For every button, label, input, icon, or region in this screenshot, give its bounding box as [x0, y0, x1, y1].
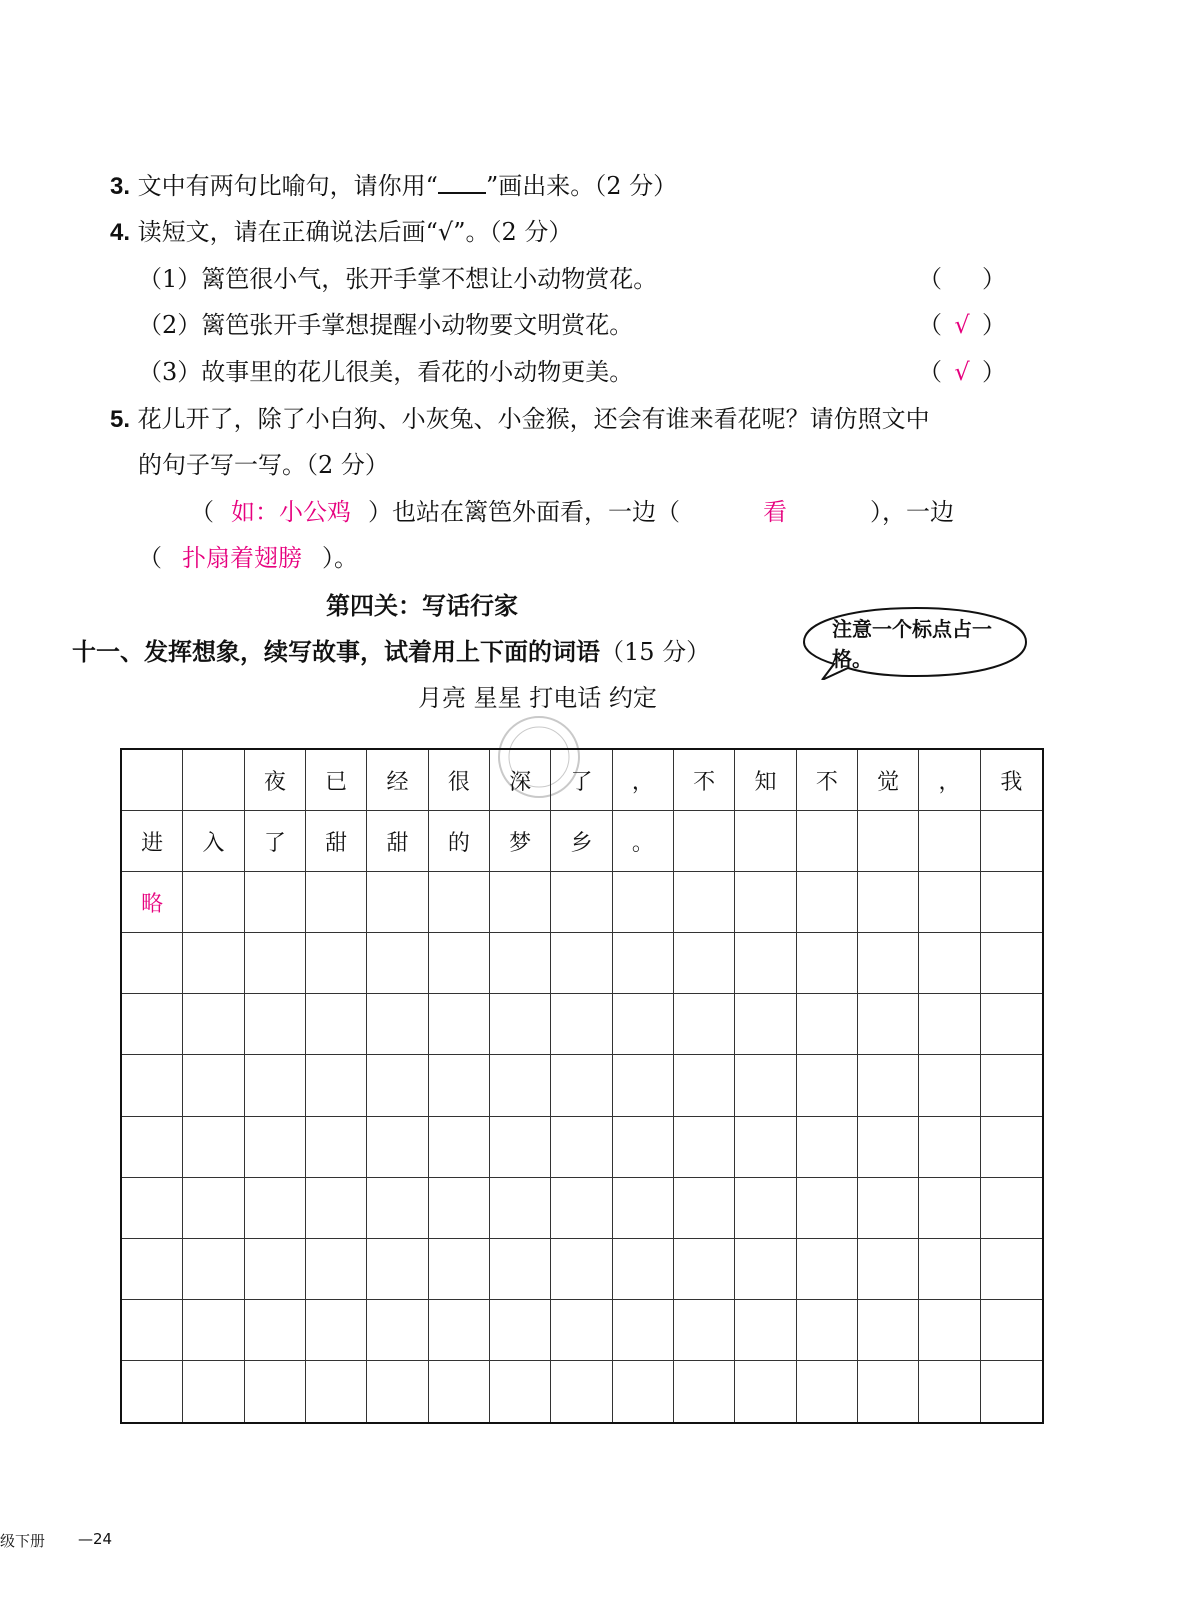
question-text-end: ”画出来。（2 分）	[485, 172, 678, 200]
grid-cell[interactable]	[797, 872, 858, 933]
grid-cell[interactable]	[429, 1300, 490, 1361]
fill-sentence-line2: （ 扑扇着翅膀 ）。	[138, 544, 358, 572]
grid-cell[interactable]	[674, 1117, 735, 1178]
grid-cell[interactable]	[306, 933, 367, 994]
grid-cell[interactable]	[919, 1239, 980, 1300]
grid-cell[interactable]: ，	[919, 750, 980, 811]
grid-cell[interactable]: 略	[122, 872, 183, 933]
grid-cell[interactable]	[122, 1361, 183, 1422]
grid-cell[interactable]	[551, 994, 612, 1055]
grid-cell[interactable]	[367, 933, 428, 994]
grid-cell[interactable]	[613, 933, 674, 994]
grid-cell[interactable]	[735, 1178, 796, 1239]
grid-cell[interactable]: 梦	[490, 811, 551, 872]
question-text: 读短文，请在正确说法后画“√”。（2 分）	[137, 218, 573, 246]
grid-cell[interactable]	[183, 1055, 244, 1116]
grid-cell[interactable]	[858, 1239, 919, 1300]
grid-cell[interactable]	[183, 1117, 244, 1178]
grid-cell[interactable]	[674, 994, 735, 1055]
grid-cell[interactable]	[551, 1239, 612, 1300]
grid-cell[interactable]	[183, 872, 244, 933]
grid-cell[interactable]	[245, 933, 306, 994]
answer-check-2: √	[954, 311, 970, 339]
footer-book: 级下册	[0, 1532, 46, 1550]
grid-cell[interactable]	[858, 994, 919, 1055]
grid-cell[interactable]	[613, 1300, 674, 1361]
grid-cell[interactable]	[245, 1117, 306, 1178]
grid-cell[interactable]	[551, 1178, 612, 1239]
answer-check-3: √	[954, 358, 970, 386]
grid-cell[interactable]	[797, 933, 858, 994]
grid-cell[interactable]: ，	[613, 750, 674, 811]
writing-grid[interactable]	[120, 748, 1044, 1424]
grid-cell[interactable]	[919, 933, 980, 994]
answer-paren-3[interactable]: （ √ ）	[918, 358, 1006, 386]
grid-cell[interactable]	[735, 994, 796, 1055]
grid-cell[interactable]	[797, 1117, 858, 1178]
grid-cell[interactable]	[674, 872, 735, 933]
grid-cell[interactable]	[490, 1055, 551, 1116]
grid-cell[interactable]	[306, 1300, 367, 1361]
grid-cell[interactable]	[797, 1239, 858, 1300]
grid-cell[interactable]: 经	[367, 750, 428, 811]
grid-cell[interactable]	[919, 1117, 980, 1178]
page-number: —24	[78, 1530, 113, 1548]
answer-paren-1[interactable]: （ ）	[918, 265, 1006, 293]
question-4-item-1: （1）篱笆很小气，张开手掌不想让小动物赏花。	[138, 265, 658, 293]
grid-cell[interactable]	[735, 1055, 796, 1116]
grid-cell[interactable]	[919, 1055, 980, 1116]
grid-cell[interactable]	[183, 1239, 244, 1300]
grid-cell[interactable]	[797, 811, 858, 872]
grid-cell[interactable]	[858, 1117, 919, 1178]
grid-cell[interactable]	[183, 750, 244, 811]
grid-cell[interactable]	[490, 1361, 551, 1422]
grid-cell[interactable]: 乡	[551, 811, 612, 872]
grid-cell[interactable]	[613, 1239, 674, 1300]
grid-cell[interactable]	[735, 1300, 796, 1361]
grid-cell[interactable]	[306, 1117, 367, 1178]
grid-cell[interactable]	[919, 811, 980, 872]
grid-cell[interactable]: 我	[981, 750, 1042, 811]
grid-cell[interactable]	[613, 1117, 674, 1178]
grid-cell[interactable]	[858, 872, 919, 933]
question-3	[110, 170, 677, 203]
grid-cell[interactable]: 进	[122, 811, 183, 872]
grid-cell[interactable]	[858, 811, 919, 872]
grid-cell[interactable]: 的	[429, 811, 490, 872]
grid-cell[interactable]	[122, 994, 183, 1055]
grid-cell[interactable]	[797, 1178, 858, 1239]
grid-cell[interactable]	[981, 1300, 1042, 1361]
grid-cell[interactable]	[306, 1178, 367, 1239]
grid-cell[interactable]	[122, 1300, 183, 1361]
question-number: 4.	[110, 219, 131, 246]
grid-cell[interactable]	[183, 933, 244, 994]
grid-cell[interactable]	[429, 994, 490, 1055]
grid-cell[interactable]: 了	[551, 750, 612, 811]
grid-cell[interactable]	[674, 1361, 735, 1422]
grid-cell[interactable]: 。	[613, 811, 674, 872]
word-list: 月亮 星星 打电话 约定	[418, 684, 657, 712]
grid-cell[interactable]	[858, 1361, 919, 1422]
grid-cell[interactable]	[367, 1117, 428, 1178]
grid-cell[interactable]	[245, 1239, 306, 1300]
grid-cell[interactable]	[551, 872, 612, 933]
grid-cell[interactable]	[429, 1178, 490, 1239]
grid-cell[interactable]	[981, 872, 1042, 933]
grid-cell[interactable]	[122, 933, 183, 994]
grid-cell[interactable]	[122, 1178, 183, 1239]
grid-cell[interactable]: 甜	[367, 811, 428, 872]
grid-cell[interactable]	[981, 1239, 1042, 1300]
grid-cell[interactable]	[245, 1300, 306, 1361]
grid-cell[interactable]	[183, 1178, 244, 1239]
grid-cell[interactable]: 了	[245, 811, 306, 872]
grid-cell[interactable]: 觉	[858, 750, 919, 811]
fill-answer-action1[interactable]: 看	[763, 498, 787, 526]
task-heading	[72, 636, 710, 668]
grid-cell[interactable]	[674, 1055, 735, 1116]
grid-cell[interactable]: 知	[735, 750, 796, 811]
grid-cell[interactable]	[367, 994, 428, 1055]
grid-cell[interactable]	[122, 1239, 183, 1300]
grid-cell[interactable]	[981, 994, 1042, 1055]
grid-cell[interactable]	[551, 1055, 612, 1116]
grid-cell[interactable]	[919, 1300, 980, 1361]
question-4	[110, 216, 572, 249]
question-number: 5.	[110, 406, 131, 433]
grid-cell[interactable]	[490, 1117, 551, 1178]
grid-cell[interactable]	[367, 1361, 428, 1422]
grid-cell[interactable]: 不	[797, 750, 858, 811]
grid-cell[interactable]	[306, 1361, 367, 1422]
grid-cell[interactable]	[429, 1117, 490, 1178]
grid-cell[interactable]	[429, 933, 490, 994]
grid-cell[interactable]	[367, 1300, 428, 1361]
grid-cell[interactable]	[613, 994, 674, 1055]
grid-cell[interactable]	[919, 872, 980, 933]
grid-cell[interactable]	[858, 933, 919, 994]
bubble-note: 注意一个标点占一格。	[832, 617, 992, 671]
grid-cell[interactable]	[183, 994, 244, 1055]
grid-cell[interactable]: 甜	[306, 811, 367, 872]
question-4-item-2: （2）篱笆张开手掌想提醒小动物要文明赏花。	[138, 311, 634, 339]
grid-cell[interactable]	[613, 872, 674, 933]
grid-cell[interactable]	[735, 1117, 796, 1178]
grid-cell[interactable]	[981, 811, 1042, 872]
grid-cell[interactable]	[306, 994, 367, 1055]
grid-cell[interactable]	[919, 1361, 980, 1422]
grid-cell[interactable]	[490, 994, 551, 1055]
grid-cell[interactable]	[674, 811, 735, 872]
grid-cell[interactable]	[490, 872, 551, 933]
grid-cell[interactable]	[245, 872, 306, 933]
fill-answer-animal[interactable]: 如：小公鸡	[231, 498, 351, 526]
grid-cell[interactable]	[490, 933, 551, 994]
grid-cell[interactable]	[551, 1300, 612, 1361]
grid-cell[interactable]	[919, 994, 980, 1055]
grid-cell[interactable]	[429, 1239, 490, 1300]
grid-cell[interactable]	[981, 1117, 1042, 1178]
grid-cell[interactable]	[429, 1055, 490, 1116]
grid-cell[interactable]	[367, 1178, 428, 1239]
grid-cell[interactable]	[674, 1239, 735, 1300]
grid-cell[interactable]	[981, 1361, 1042, 1422]
grid-cell[interactable]	[797, 994, 858, 1055]
grid-cell[interactable]	[797, 1055, 858, 1116]
grid-cell[interactable]	[674, 933, 735, 994]
grid-cell[interactable]	[122, 1055, 183, 1116]
grid-cell[interactable]	[306, 872, 367, 933]
question-5	[110, 403, 930, 436]
grid-cell[interactable]	[735, 933, 796, 994]
grid-cell[interactable]	[858, 1055, 919, 1116]
fill-answer-action2[interactable]: 扑扇着翅膀	[182, 544, 302, 572]
grid-cell[interactable]	[429, 872, 490, 933]
underline-sample	[438, 172, 486, 194]
question-5-line2: 的句子写一写。（2 分）	[138, 451, 389, 479]
section-title: 第四关：写话行家	[326, 592, 518, 620]
grid-cell[interactable]	[490, 1239, 551, 1300]
task-text: 十一、发挥想象，续写故事，试着用上下面的词语	[72, 638, 600, 666]
grid-cell[interactable]	[183, 1300, 244, 1361]
fill-sentence-line1: （ 如：小公鸡 ）也站在篱笆外面看，一边（ 看 ），一边	[190, 498, 954, 526]
question-4-item-3: （3）故事里的花儿很美，看花的小动物更美。	[138, 358, 634, 386]
grid-cell[interactable]	[674, 1300, 735, 1361]
grid-cell[interactable]	[674, 1178, 735, 1239]
grid-cell[interactable]	[981, 1178, 1042, 1239]
grid-cell[interactable]	[551, 1117, 612, 1178]
grid-cell[interactable]	[858, 1300, 919, 1361]
grid-cell[interactable]	[858, 1178, 919, 1239]
grid-cell[interactable]	[981, 933, 1042, 994]
grid-cell[interactable]	[613, 1361, 674, 1422]
grid-cell[interactable]	[735, 1239, 796, 1300]
grid-cell[interactable]	[613, 1178, 674, 1239]
grid-cell[interactable]	[245, 1178, 306, 1239]
question-number: 3.	[110, 173, 131, 200]
grid-cell[interactable]: 很	[429, 750, 490, 811]
grid-cell[interactable]	[429, 1361, 490, 1422]
task-score: （15 分）	[600, 638, 711, 666]
grid-cell[interactable]	[306, 1055, 367, 1116]
grid-cell[interactable]	[306, 1239, 367, 1300]
grid-cell[interactable]	[797, 1300, 858, 1361]
question-text-line1: 花儿开了，除了小白狗、小灰兔、小金猴，还会有谁来看花呢？请仿照文中	[137, 405, 930, 433]
grid-cell[interactable]	[122, 1117, 183, 1178]
grid-cell[interactable]	[735, 1361, 796, 1422]
grid-cell[interactable]	[981, 1055, 1042, 1116]
grid-cell[interactable]: 不	[674, 750, 735, 811]
grid-cell[interactable]	[490, 1300, 551, 1361]
grid-cell[interactable]	[367, 1055, 428, 1116]
grid-cell[interactable]	[490, 1178, 551, 1239]
grid-cell[interactable]: 入	[183, 811, 244, 872]
grid-cell[interactable]	[122, 750, 183, 811]
question-text: 文中有两句比喻句，请你用“	[137, 172, 438, 200]
grid-cell[interactable]	[367, 872, 428, 933]
grid-cell[interactable]	[245, 1055, 306, 1116]
grid-cell[interactable]	[797, 1361, 858, 1422]
grid-cell[interactable]	[735, 811, 796, 872]
grid-cell[interactable]: 已	[306, 750, 367, 811]
grid-cell[interactable]	[919, 1178, 980, 1239]
grid-cell[interactable]	[551, 1361, 612, 1422]
grid-cell[interactable]	[245, 1361, 306, 1422]
grid-cell[interactable]: 夜	[245, 750, 306, 811]
answer-paren-2[interactable]: （ √ ）	[918, 311, 1006, 339]
grid-cell[interactable]	[735, 872, 796, 933]
grid-cell[interactable]	[245, 994, 306, 1055]
grid-cell[interactable]: 深	[490, 750, 551, 811]
grid-cell[interactable]	[551, 933, 612, 994]
grid-cell[interactable]	[183, 1361, 244, 1422]
grid-cell[interactable]	[367, 1239, 428, 1300]
grid-cell[interactable]	[613, 1055, 674, 1116]
